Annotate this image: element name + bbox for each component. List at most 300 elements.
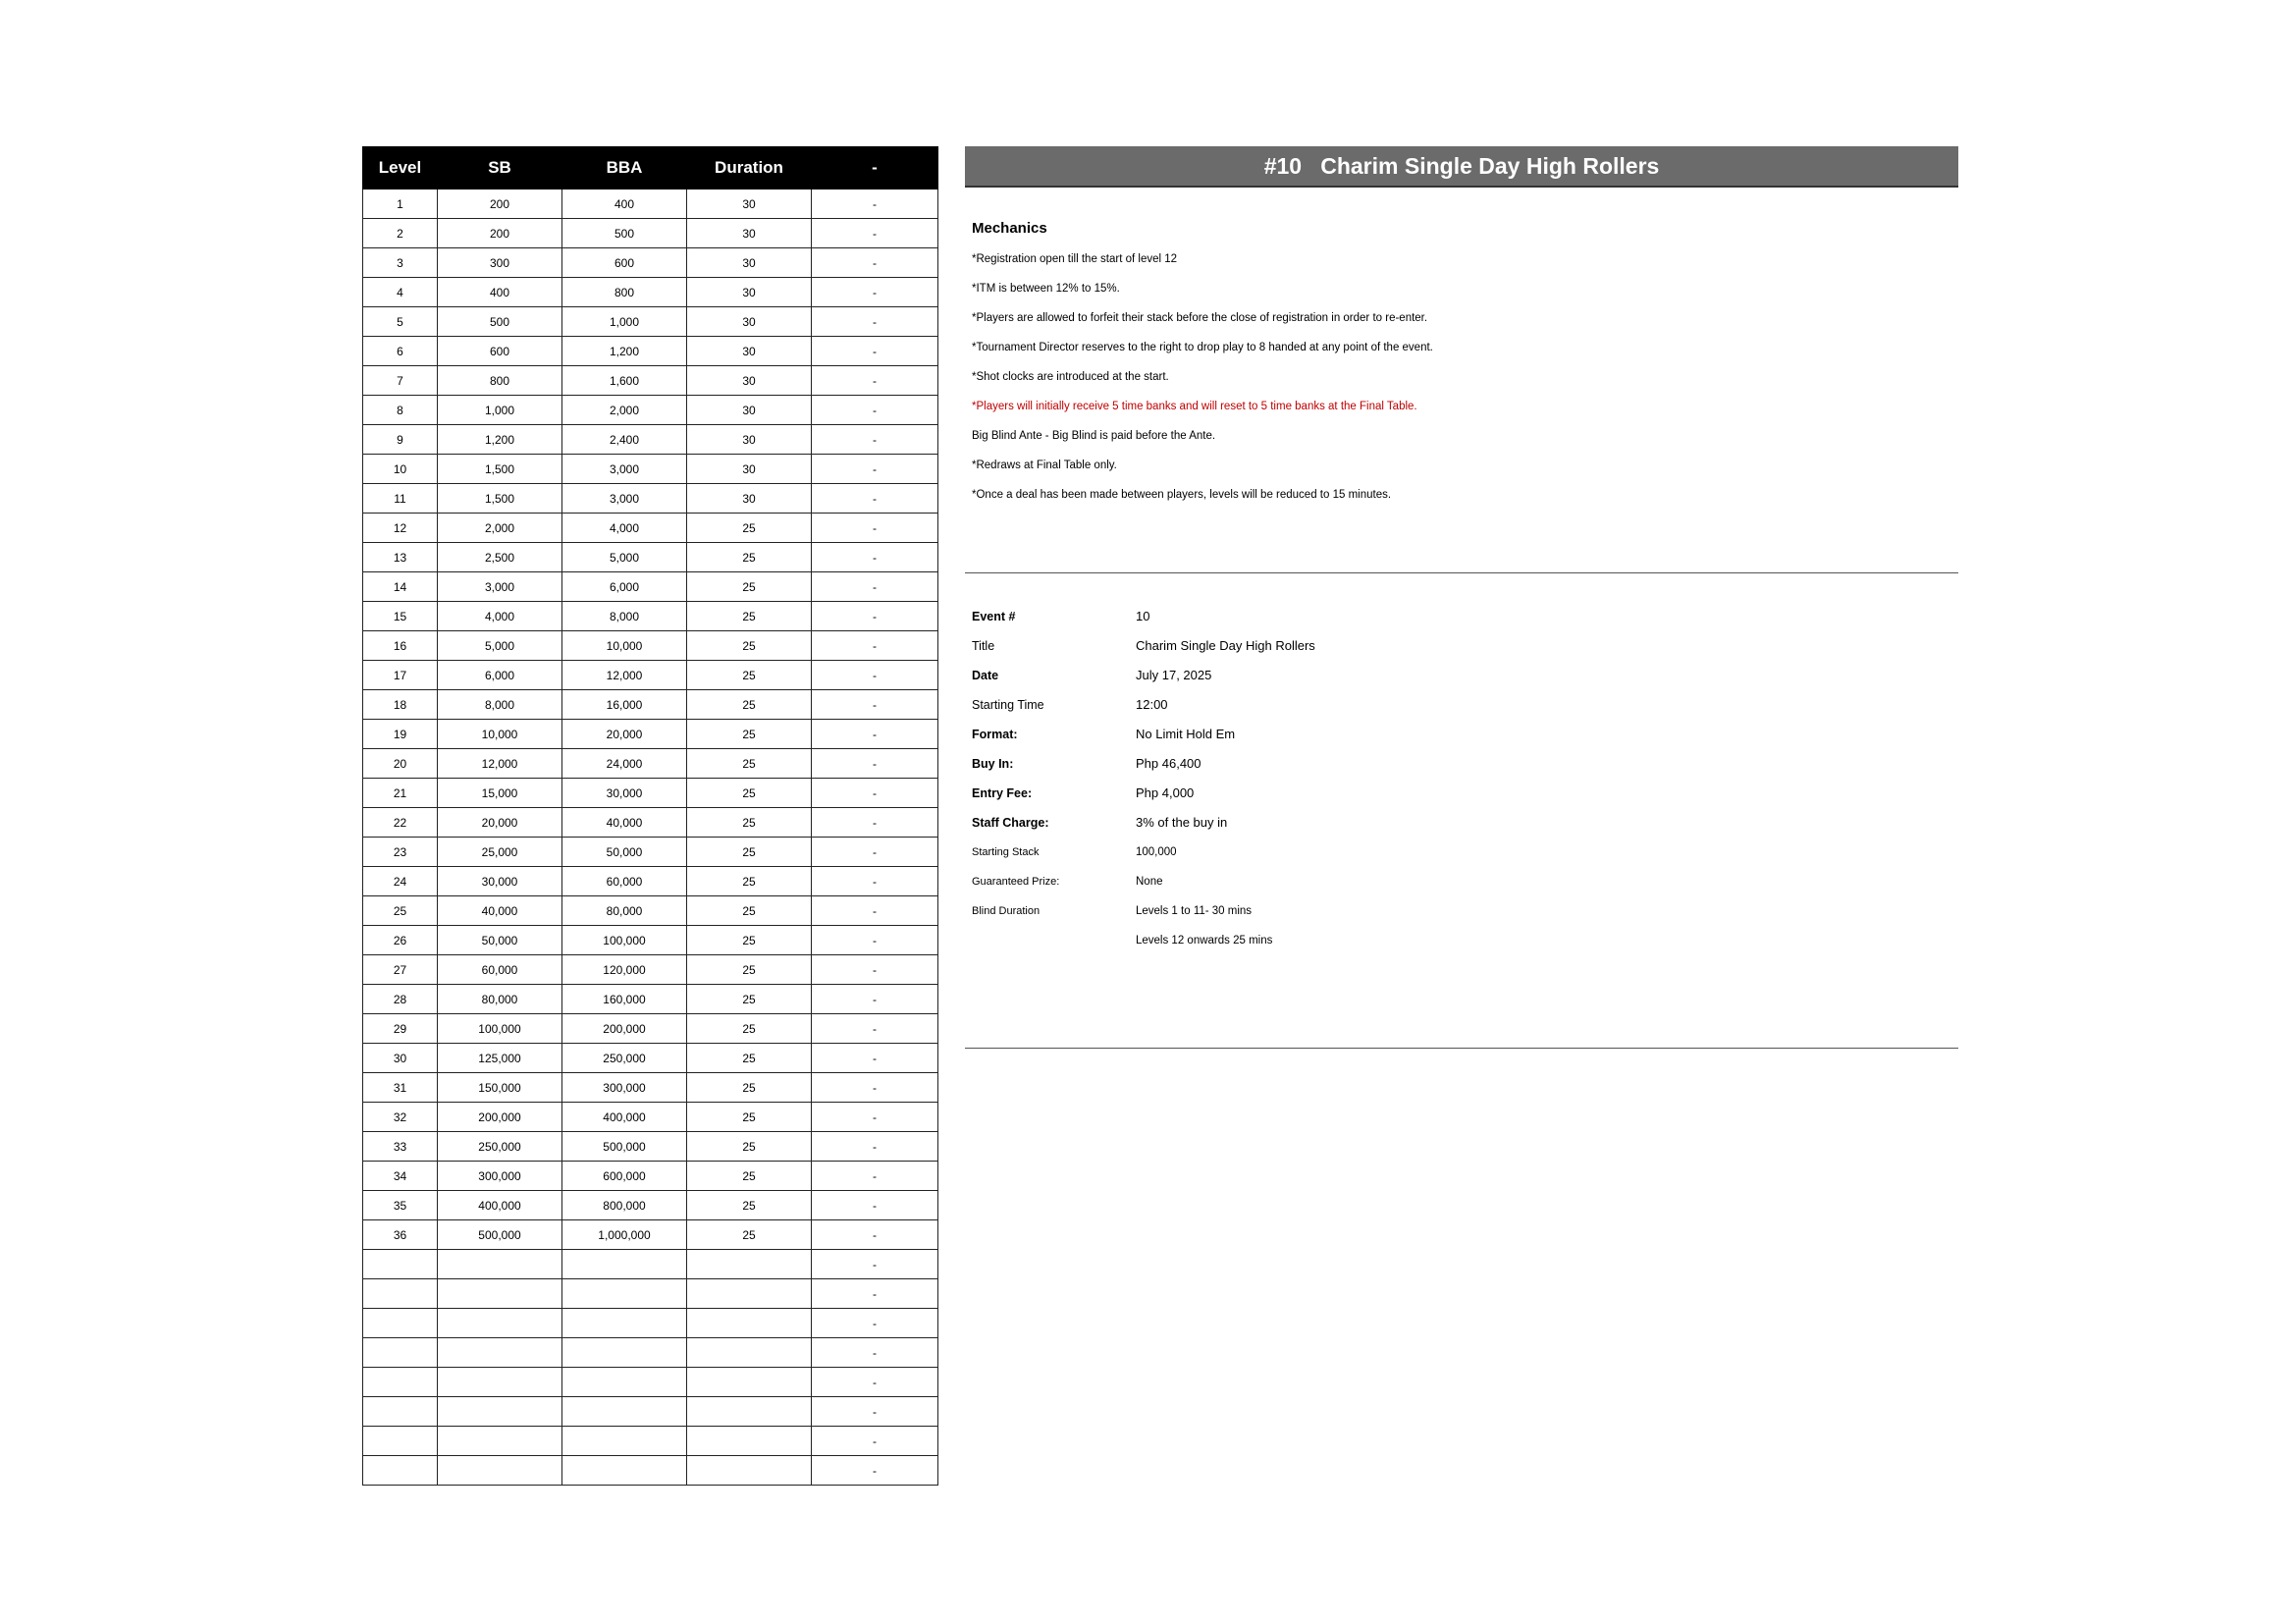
sb-cell: 4,000: [438, 602, 562, 631]
level-cell: 26: [363, 926, 438, 955]
duration-cell: [687, 1250, 812, 1279]
duration-cell: 30: [687, 219, 812, 248]
table-row: [363, 278, 938, 307]
duration-cell: 25: [687, 955, 812, 985]
duration-cell: 25: [687, 1132, 812, 1162]
extra-cell: -: [812, 572, 938, 602]
bba-cell: [562, 1427, 687, 1456]
level-cell: 21: [363, 779, 438, 808]
detail-row: [972, 808, 1953, 838]
detail-value: 10: [1136, 609, 1150, 623]
table-row: [363, 1191, 938, 1220]
table-body: [363, 189, 938, 1486]
bba-cell: [562, 1279, 687, 1309]
sb-cell: 30,000: [438, 867, 562, 896]
level-cell: 36: [363, 1220, 438, 1250]
mechanics-item: *Players are allowed to forfeit their stack before the close of registration in order to re-enter.: [972, 312, 1428, 324]
level-cell: 31: [363, 1073, 438, 1103]
level-cell: [363, 1279, 438, 1309]
extra-cell: -: [812, 219, 938, 248]
mechanics-item: Big Blind Ante - Big Blind is paid before the Ante.: [972, 430, 1216, 442]
level-cell: 25: [363, 896, 438, 926]
level-cell: 16: [363, 631, 438, 661]
detail-label: Event #: [972, 610, 1016, 623]
extra-cell: -: [812, 1427, 938, 1456]
level-cell: 4: [363, 278, 438, 307]
extra-cell: -: [812, 779, 938, 808]
duration-cell: 25: [687, 1044, 812, 1073]
sb-cell: 50,000: [438, 926, 562, 955]
sb-cell: 200,000: [438, 1103, 562, 1132]
mechanics-heading: Mechanics: [972, 220, 1047, 237]
extra-cell: -: [812, 1279, 938, 1309]
sb-cell: 800: [438, 366, 562, 396]
mechanics-list: [972, 244, 1953, 510]
detail-row: [972, 602, 1953, 631]
duration-cell: 25: [687, 1014, 812, 1044]
duration-cell: [687, 1368, 812, 1397]
table-row: [363, 366, 938, 396]
duration-cell: 25: [687, 1162, 812, 1191]
duration-cell: 25: [687, 1220, 812, 1250]
level-cell: 9: [363, 425, 438, 455]
duration-cell: 25: [687, 1191, 812, 1220]
detail-row: [972, 896, 1953, 926]
mechanics-item: *Once a deal has been made between players, levels will be reduced to 15 minutes.: [972, 489, 1392, 501]
bba-cell: 300,000: [562, 1073, 687, 1103]
sb-cell: 1,000: [438, 396, 562, 425]
extra-cell: -: [812, 749, 938, 779]
extra-cell: -: [812, 985, 938, 1014]
extra-cell: -: [812, 690, 938, 720]
duration-cell: 25: [687, 572, 812, 602]
table-row: [363, 1338, 938, 1368]
duration-cell: 25: [687, 720, 812, 749]
level-cell: 18: [363, 690, 438, 720]
extra-cell: -: [812, 1368, 938, 1397]
bba-cell: [562, 1397, 687, 1427]
detail-value: Php 4,000: [1136, 785, 1195, 800]
sb-cell: 8,000: [438, 690, 562, 720]
bba-cell: 40,000: [562, 808, 687, 838]
sb-cell: 25,000: [438, 838, 562, 867]
level-cell: 23: [363, 838, 438, 867]
level-cell: 7: [363, 366, 438, 396]
level-cell: 2: [363, 219, 438, 248]
level-cell: 22: [363, 808, 438, 838]
extra-cell: -: [812, 1338, 938, 1368]
sb-cell: 300,000: [438, 1162, 562, 1191]
table-row: [363, 307, 938, 337]
detail-label: Starting Stack: [972, 846, 1040, 858]
table-row: [363, 808, 938, 838]
extra-cell: -: [812, 1073, 938, 1103]
detail-value: Levels 12 onwards 25 mins: [1136, 935, 1273, 947]
detail-row: [972, 720, 1953, 749]
sb-cell: 1,200: [438, 425, 562, 455]
detail-label: Guaranteed Prize:: [972, 876, 1060, 888]
level-cell: [363, 1250, 438, 1279]
table-row: [363, 690, 938, 720]
level-cell: 5: [363, 307, 438, 337]
bba-cell: 5,000: [562, 543, 687, 572]
bba-cell: 800,000: [562, 1191, 687, 1220]
level-cell: 27: [363, 955, 438, 985]
extra-cell: -: [812, 955, 938, 985]
extra-cell: -: [812, 189, 938, 219]
sb-cell: 60,000: [438, 955, 562, 985]
sb-cell: 3,000: [438, 572, 562, 602]
table-row: [363, 455, 938, 484]
sb-cell: [438, 1309, 562, 1338]
level-cell: 8: [363, 396, 438, 425]
table-row: [363, 720, 938, 749]
duration-cell: 25: [687, 808, 812, 838]
bba-cell: 500: [562, 219, 687, 248]
table-row: [363, 1044, 938, 1073]
duration-cell: [687, 1338, 812, 1368]
sb-cell: [438, 1250, 562, 1279]
duration-cell: 30: [687, 366, 812, 396]
table-header-row: [363, 147, 938, 189]
duration-cell: 25: [687, 896, 812, 926]
duration-cell: 30: [687, 189, 812, 219]
extra-cell: -: [812, 543, 938, 572]
mechanics-section: [972, 220, 1953, 510]
detail-row: [972, 779, 1953, 808]
extra-cell: -: [812, 867, 938, 896]
sb-cell: 125,000: [438, 1044, 562, 1073]
sb-cell: 15,000: [438, 779, 562, 808]
bba-cell: 100,000: [562, 926, 687, 955]
extra-cell: -: [812, 1309, 938, 1338]
bba-cell: 50,000: [562, 838, 687, 867]
sb-cell: 250,000: [438, 1132, 562, 1162]
extra-cell: -: [812, 396, 938, 425]
bba-cell: [562, 1338, 687, 1368]
mechanics-item: *Shot clocks are introduced at the start.: [972, 371, 1169, 383]
duration-cell: 25: [687, 690, 812, 720]
extra-cell: -: [812, 248, 938, 278]
sb-cell: 2,000: [438, 514, 562, 543]
duration-cell: 25: [687, 985, 812, 1014]
level-cell: 32: [363, 1103, 438, 1132]
bba-cell: 120,000: [562, 955, 687, 985]
bba-cell: 500,000: [562, 1132, 687, 1162]
level-cell: 35: [363, 1191, 438, 1220]
mechanics-item: *Registration open till the start of level 12: [972, 253, 1178, 265]
duration-cell: 25: [687, 514, 812, 543]
bba-cell: 160,000: [562, 985, 687, 1014]
extra-cell: -: [812, 1397, 938, 1427]
extra-cell: -: [812, 278, 938, 307]
bba-cell: [562, 1309, 687, 1338]
level-cell: [363, 1309, 438, 1338]
detail-value: No Limit Hold Em: [1136, 727, 1236, 741]
table-row: [363, 661, 938, 690]
level-cell: 33: [363, 1132, 438, 1162]
level-cell: 34: [363, 1162, 438, 1191]
table-row: [363, 543, 938, 572]
detail-value: Php 46,400: [1136, 756, 1201, 771]
detail-value: 12:00: [1136, 697, 1168, 712]
detail-row: [972, 926, 1953, 955]
level-cell: 6: [363, 337, 438, 366]
duration-cell: 25: [687, 543, 812, 572]
level-cell: 24: [363, 867, 438, 896]
level-cell: 3: [363, 248, 438, 278]
detail-label: Entry Fee:: [972, 786, 1033, 800]
sb-cell: [438, 1456, 562, 1486]
level-cell: 20: [363, 749, 438, 779]
extra-cell: -: [812, 896, 938, 926]
table-row: [363, 1456, 938, 1486]
level-cell: 10: [363, 455, 438, 484]
extra-cell: -: [812, 1014, 938, 1044]
detail-label: Blind Duration: [972, 905, 1041, 917]
level-cell: 28: [363, 985, 438, 1014]
extra-cell: -: [812, 661, 938, 690]
bba-cell: 600,000: [562, 1162, 687, 1191]
level-cell: 13: [363, 543, 438, 572]
bba-cell: 250,000: [562, 1044, 687, 1073]
bba-cell: 20,000: [562, 720, 687, 749]
header-extra: -: [812, 147, 938, 189]
duration-cell: [687, 1456, 812, 1486]
bba-cell: 16,000: [562, 690, 687, 720]
duration-cell: [687, 1427, 812, 1456]
mechanics-item: *Players will initially receive 5 time banks and will reset to 5 time banks at the Final Table.: [972, 401, 1417, 412]
detail-row: [972, 631, 1953, 661]
table-row: [363, 867, 938, 896]
sb-cell: 300: [438, 248, 562, 278]
table-row: [363, 1250, 938, 1279]
table-row: [363, 926, 938, 955]
level-cell: 14: [363, 572, 438, 602]
section-divider: [965, 1048, 1958, 1049]
event-title-banner: #10 Charim Single Day High Rollers: [965, 146, 1958, 188]
level-cell: [363, 1397, 438, 1427]
detail-value: Levels 1 to 11- 30 mins: [1136, 905, 1253, 917]
duration-cell: [687, 1279, 812, 1309]
duration-cell: 25: [687, 602, 812, 631]
duration-cell: 30: [687, 425, 812, 455]
duration-cell: 25: [687, 661, 812, 690]
table-row: [363, 425, 938, 455]
level-cell: 12: [363, 514, 438, 543]
bba-cell: 10,000: [562, 631, 687, 661]
sb-cell: [438, 1397, 562, 1427]
extra-cell: -: [812, 514, 938, 543]
extra-cell: -: [812, 1162, 938, 1191]
sb-cell: 1,500: [438, 484, 562, 514]
sb-cell: 100,000: [438, 1014, 562, 1044]
level-cell: 29: [363, 1014, 438, 1044]
sb-cell: 400,000: [438, 1191, 562, 1220]
detail-row: [972, 690, 1953, 720]
level-cell: 15: [363, 602, 438, 631]
header-level: Level: [363, 147, 438, 189]
sb-cell: 400: [438, 278, 562, 307]
header-duration: Duration: [687, 147, 812, 189]
extra-cell: -: [812, 1220, 938, 1250]
duration-cell: 25: [687, 1103, 812, 1132]
duration-cell: 25: [687, 631, 812, 661]
header-sb: SB: [438, 147, 562, 189]
bba-cell: 3,000: [562, 484, 687, 514]
level-cell: 11: [363, 484, 438, 514]
bba-cell: 6,000: [562, 572, 687, 602]
bba-cell: 800: [562, 278, 687, 307]
extra-cell: -: [812, 631, 938, 661]
detail-label: Starting Time: [972, 698, 1044, 712]
detail-label: Staff Charge:: [972, 816, 1049, 830]
table-row: [363, 602, 938, 631]
sb-cell: [438, 1279, 562, 1309]
extra-cell: -: [812, 602, 938, 631]
detail-label: Title: [972, 639, 995, 653]
extra-cell: -: [812, 366, 938, 396]
detail-row: [972, 749, 1953, 779]
table-row: [363, 749, 938, 779]
extra-cell: -: [812, 1456, 938, 1486]
bba-cell: 1,000,000: [562, 1220, 687, 1250]
extra-cell: -: [812, 337, 938, 366]
detail-value: 3% of the buy in: [1136, 815, 1228, 830]
table-row: [363, 337, 938, 366]
detail-value: July 17, 2025: [1136, 668, 1212, 682]
bba-cell: 400: [562, 189, 687, 219]
sb-cell: 6,000: [438, 661, 562, 690]
extra-cell: -: [812, 455, 938, 484]
table-row: [363, 1162, 938, 1191]
duration-cell: 30: [687, 248, 812, 278]
duration-cell: 25: [687, 867, 812, 896]
table-row: [363, 1368, 938, 1397]
table-row: [363, 631, 938, 661]
detail-value: None: [1136, 876, 1163, 888]
sb-cell: 1,500: [438, 455, 562, 484]
detail-label: Format:: [972, 728, 1018, 741]
table-row: [363, 484, 938, 514]
bba-cell: 8,000: [562, 602, 687, 631]
duration-cell: 25: [687, 779, 812, 808]
extra-cell: -: [812, 1103, 938, 1132]
sb-cell: 5,000: [438, 631, 562, 661]
sb-cell: 600: [438, 337, 562, 366]
table-row: [363, 1279, 938, 1309]
event-details: [972, 602, 1953, 955]
header-bba: BBA: [562, 147, 687, 189]
duration-cell: [687, 1397, 812, 1427]
sb-cell: 500,000: [438, 1220, 562, 1250]
bba-cell: 30,000: [562, 779, 687, 808]
extra-cell: -: [812, 838, 938, 867]
level-cell: 17: [363, 661, 438, 690]
level-cell: 30: [363, 1044, 438, 1073]
extra-cell: -: [812, 1132, 938, 1162]
table-row: [363, 189, 938, 219]
detail-label: Date: [972, 669, 999, 682]
duration-cell: [687, 1309, 812, 1338]
duration-cell: 25: [687, 926, 812, 955]
sb-cell: 40,000: [438, 896, 562, 926]
table-row: [363, 248, 938, 278]
bba-cell: 1,600: [562, 366, 687, 396]
bba-cell: 60,000: [562, 867, 687, 896]
detail-value: 100,000: [1136, 846, 1177, 858]
bba-cell: 3,000: [562, 455, 687, 484]
extra-cell: -: [812, 307, 938, 337]
bba-cell: 400,000: [562, 1103, 687, 1132]
bba-cell: [562, 1456, 687, 1486]
bba-cell: 600: [562, 248, 687, 278]
blind-structure-table: [362, 146, 938, 1486]
detail-label: [972, 926, 1136, 955]
mechanics-item: *Tournament Director reserves to the right to drop play to 8 handed at any point of the event.: [972, 342, 1433, 353]
bba-cell: 2,400: [562, 425, 687, 455]
level-cell: [363, 1338, 438, 1368]
bba-cell: [562, 1250, 687, 1279]
sb-cell: 20,000: [438, 808, 562, 838]
section-divider: [965, 572, 1958, 573]
table-row: [363, 896, 938, 926]
detail-value: Charim Single Day High Rollers: [1136, 638, 1315, 653]
duration-cell: 30: [687, 278, 812, 307]
duration-cell: 25: [687, 1073, 812, 1103]
sb-cell: 200: [438, 189, 562, 219]
extra-cell: -: [812, 808, 938, 838]
sb-cell: 150,000: [438, 1073, 562, 1103]
level-cell: [363, 1427, 438, 1456]
mechanics-item: *ITM is between 12% to 15%.: [972, 283, 1120, 295]
extra-cell: -: [812, 484, 938, 514]
bba-cell: 12,000: [562, 661, 687, 690]
table-row: [363, 1132, 938, 1162]
sb-cell: 500: [438, 307, 562, 337]
bba-cell: 4,000: [562, 514, 687, 543]
sb-cell: [438, 1338, 562, 1368]
detail-row: [972, 838, 1953, 867]
table-row: [363, 1220, 938, 1250]
duration-cell: 30: [687, 455, 812, 484]
bba-cell: 1,200: [562, 337, 687, 366]
table-row: [363, 985, 938, 1014]
extra-cell: -: [812, 425, 938, 455]
table-row: [363, 1103, 938, 1132]
sb-cell: [438, 1427, 562, 1456]
bba-cell: 200,000: [562, 1014, 687, 1044]
table-row: [363, 514, 938, 543]
sb-cell: 200: [438, 219, 562, 248]
table-row: [363, 1014, 938, 1044]
bba-cell: 24,000: [562, 749, 687, 779]
table-row: [363, 1309, 938, 1338]
duration-cell: 30: [687, 307, 812, 337]
sb-cell: [438, 1368, 562, 1397]
table-row: [363, 219, 938, 248]
mechanics-item: *Redraws at Final Table only.: [972, 460, 1117, 471]
duration-cell: 30: [687, 337, 812, 366]
level-cell: 19: [363, 720, 438, 749]
duration-cell: 25: [687, 838, 812, 867]
bba-cell: 1,000: [562, 307, 687, 337]
duration-cell: 30: [687, 484, 812, 514]
table-row: [363, 779, 938, 808]
extra-cell: -: [812, 1250, 938, 1279]
sb-cell: 80,000: [438, 985, 562, 1014]
detail-row: [972, 867, 1953, 896]
